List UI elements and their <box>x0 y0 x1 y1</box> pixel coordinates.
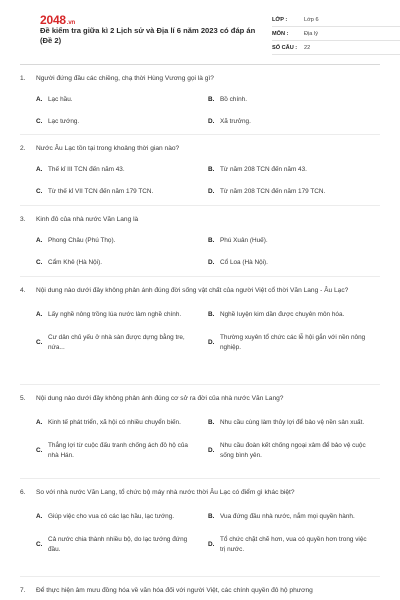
option-text: Nghề luyện kim dần được chuyên môn hóa. <box>220 310 345 318</box>
option-text: Tổ chức chặt chẽ hơn, vua có quyền hơn trong việc trị nước. <box>220 536 367 553</box>
page-title: Đề kiểm tra giữa kì 2 Lịch sử và Địa lí 6 năm 2023 có đáp án (Đề 2) <box>40 26 256 45</box>
answer-option[interactable] <box>208 332 380 354</box>
header <box>20 0 380 60</box>
option-letter: D. <box>208 540 215 548</box>
option-text: Cổ Loa (Hà Nội). <box>220 258 268 266</box>
option-text: Thế kỉ III TCN đến năm 43. <box>48 165 125 173</box>
question-separator <box>20 478 380 479</box>
option-text: Từ năm 208 TCN đến năm 179 TCN. <box>220 187 326 195</box>
option-text: Cả nước chia thành nhiều bộ, do lạc tướng đứng đầu. <box>48 536 188 553</box>
meta-label: SỐ CÂU : <box>272 44 298 51</box>
options-grid <box>36 506 380 556</box>
option-letter: D. <box>208 187 215 195</box>
question-separator <box>20 576 380 577</box>
options-grid <box>36 412 380 462</box>
question-text <box>20 215 380 225</box>
question-text <box>20 586 380 596</box>
option-text: Cẩm Khê (Hà Nội). <box>48 258 102 266</box>
option-letter: C. <box>36 338 43 346</box>
answer-option[interactable] <box>36 114 208 130</box>
option-text: Từ năm 208 TCN đến năm 43. <box>220 165 307 173</box>
answer-option[interactable] <box>36 534 208 556</box>
question-body: Kinh đô của nhà nước Văn Lang là <box>36 216 139 223</box>
option-text: Từ thế kỉ VII TCN đến năm 179 TCN. <box>48 187 154 195</box>
option-text: Lấy nghề nông trồng lúa nước làm nghề chính. <box>48 310 182 318</box>
answer-option[interactable] <box>208 412 380 434</box>
option-letter: B. <box>208 236 215 244</box>
answer-option[interactable] <box>36 233 208 249</box>
answer-option[interactable] <box>36 162 208 178</box>
answer-option[interactable] <box>208 506 380 528</box>
answer-option[interactable] <box>208 92 380 108</box>
answer-option[interactable] <box>36 92 208 108</box>
option-text: Thắng lợi từ cuộc đấu tranh chống ách đô hộ của nhà Hán. <box>48 442 188 459</box>
question <box>20 74 380 130</box>
question-body: Nước Âu Lạc tồn tại trong khoảng thời gian nào? <box>36 145 180 152</box>
option-letter: A. <box>36 165 43 173</box>
meta-info <box>272 13 400 55</box>
option-letter: A. <box>36 310 43 318</box>
answer-option[interactable] <box>208 162 380 178</box>
option-letter: B. <box>208 512 215 520</box>
option-text: Phong Châu (Phú Thọ). <box>48 236 116 244</box>
meta-value: Lớp 6 <box>304 16 319 23</box>
option-text: Vua đứng đầu nhà nước, nắm mọi quyền hành. <box>220 512 355 520</box>
question-body: Nội dung nào dưới đây không phản ánh đúng cơ sở ra đời của nhà nước Văn Lang? <box>36 395 284 402</box>
option-letter: D. <box>208 338 215 346</box>
question-number: 6. <box>20 489 26 496</box>
option-letter: D. <box>208 446 215 454</box>
meta-label: MÔN : <box>272 30 289 37</box>
meta-value: Địa lý <box>304 30 318 37</box>
option-letter: B. <box>208 310 215 318</box>
question <box>20 488 380 556</box>
answer-option[interactable] <box>36 255 208 271</box>
question-body: Nội dung nào dưới đây không phản ánh đúng đời sống vật chất của người Việt cổ thời Văn Lang - Âu Lạc? <box>36 287 349 294</box>
question-text <box>20 394 380 404</box>
question-number: 7. <box>20 587 26 594</box>
question-number: 1. <box>20 75 26 82</box>
site-logo[interactable]: 2048.vn <box>40 13 75 27</box>
question-text <box>20 144 380 154</box>
option-letter: B. <box>208 418 215 426</box>
answer-option[interactable] <box>36 184 208 200</box>
option-text: Lạc tướng. <box>48 117 80 125</box>
answer-option[interactable] <box>208 440 380 462</box>
header-divider <box>20 64 380 65</box>
question-separator <box>20 276 380 277</box>
option-text: Thường xuyên tổ chức các lễ hội gắn với nền nông nghiệp. <box>220 334 366 351</box>
option-letter: A. <box>36 236 43 244</box>
options-grid <box>36 92 380 130</box>
answer-option[interactable] <box>208 304 380 326</box>
question-separator <box>20 384 380 385</box>
answer-option[interactable] <box>36 440 208 462</box>
question-number: 3. <box>20 216 26 223</box>
option-text: Cư dân chủ yếu ở nhà sàn được dựng bằng tre, nứa... <box>48 334 185 351</box>
answer-option[interactable] <box>208 534 380 556</box>
option-text: Nhu cầu cùng làm thủy lợi để bảo vệ nền sản xuất. <box>220 418 365 426</box>
option-letter: B. <box>208 95 215 103</box>
question <box>20 286 380 354</box>
question-text <box>20 488 380 498</box>
option-letter: D. <box>208 117 215 125</box>
option-text: Giúp việc cho vua có các lạc hầu, lạc tướng. <box>48 512 175 520</box>
question-body: Để thực hiện âm mưu đồng hóa về văn hóa đối với người Việt, các chính quyền đô hộ phương <box>36 587 313 594</box>
option-text: Lạc hầu. <box>48 95 73 103</box>
meta-row-subject <box>272 27 400 41</box>
question-separator <box>20 205 380 206</box>
question-body: Người đứng đầu các chiềng, chạ thời Hùng Vương gọi là gì? <box>36 75 214 82</box>
option-letter: D. <box>208 258 215 266</box>
option-letter: C. <box>36 446 43 454</box>
option-text: Kinh tế phát triển, xã hội có nhiều chuyển biến. <box>48 418 181 426</box>
options-grid <box>36 162 380 200</box>
meta-label: LỚP : <box>272 16 288 23</box>
meta-row-class <box>272 13 400 27</box>
option-letter: C. <box>36 258 43 266</box>
option-letter: A. <box>36 512 43 520</box>
answer-option[interactable] <box>36 332 208 354</box>
answer-option[interactable] <box>208 233 380 249</box>
option-letter: C. <box>36 540 43 548</box>
option-letter: C. <box>36 187 43 195</box>
question <box>20 215 380 271</box>
answer-option[interactable] <box>36 412 208 434</box>
answer-option[interactable] <box>208 184 380 200</box>
answer-option[interactable] <box>36 304 208 326</box>
option-text: Bồ chính. <box>220 95 248 103</box>
question-text <box>20 286 380 296</box>
question <box>20 144 380 200</box>
question <box>20 394 380 462</box>
option-text: Nhu cầu đoàn kết chống ngoại xâm để bảo vệ cuộc sống bình yên. <box>220 442 366 459</box>
option-text: Xã trưởng. <box>220 117 251 125</box>
option-letter: C. <box>36 117 43 125</box>
option-letter: A. <box>36 418 43 426</box>
answer-option[interactable] <box>208 114 380 130</box>
question-number: 4. <box>20 287 26 294</box>
question-number: 2. <box>20 145 26 152</box>
question-number: 5. <box>20 395 26 402</box>
option-letter: B. <box>208 165 215 173</box>
meta-row-count <box>272 41 400 55</box>
answer-option[interactable] <box>36 506 208 528</box>
answer-option[interactable] <box>208 255 380 271</box>
question-text <box>20 74 380 84</box>
question-body: So với nhà nước Văn Lang, tổ chức bộ máy nhà nước thời Âu Lạc có điểm gì khác biệt? <box>36 489 295 496</box>
options-grid <box>36 304 380 354</box>
options-grid <box>36 233 380 271</box>
question <box>20 586 380 596</box>
option-text: Phú Xuân (Huế). <box>220 236 268 244</box>
meta-value: 22 <box>304 44 311 51</box>
question-separator <box>20 134 380 135</box>
option-letter: A. <box>36 95 43 103</box>
